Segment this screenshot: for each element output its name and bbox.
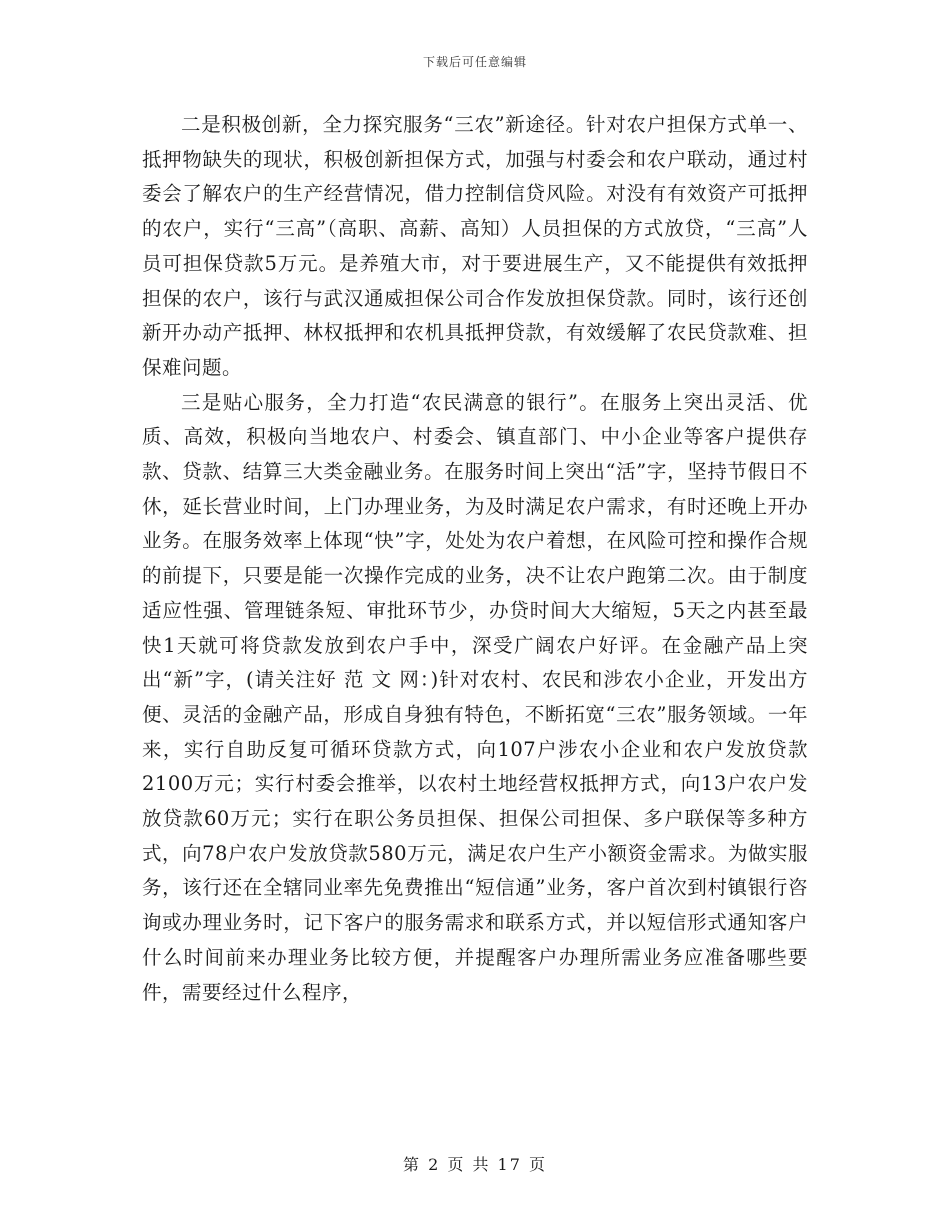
page-header: 下载后可任意编辑 (422, 55, 527, 69)
page-number: 第 2 页 共 17 页 (403, 1155, 547, 1174)
paragraph: 二是积极创新，全力探究服务“三农”新途径。针对农户担保方式单一、抵押物缺失的现状，积极创新担保方式，加强与村委会和农户联动，通过村委会了解农户的生产经营情况，借力控制信贷风险。对没有有效资产可抵押的农户，实行“三高”（高职、高薪、高知）人员担保的方式放贷，“三高”人员可担保贷款5万元。是养殖大市，对于要进展生产，又不能提供有效抵押担保的农户，该行与武汉通威担保公司合作发放担保贷款。同时，该行还创新开办动产抵押、林权抵押和农机具抵押贷款，有效缓解了农民贷款难、担保难问题。 (142, 113, 808, 379)
document-body (142, 108, 808, 1010)
paragraph: 三是贴心服务，全力打造“农民满意的银行”。在服务上突出灵活、优质、高效，积极向当地农户、村委会、镇直部门、中小企业等客户提供存款、贷款、结算三大类金融业务。在服务时间上突出“活”字，坚持节假日不休，延长营业时间，上门办理业务，为及时满足农户需求，有时还晚上开办业务。在服务效率上体现“快”字，处处为农户着想，在风险可控和操作合规的前提下，只要是能一次操作完成的业务，决不让农户跑第二次。由于制度适应性强、管理链条短、审批环节少，办贷时间大大缩短，5天之内甚至最快1天就可将贷款发放到农户手中，深受广阔农户好评。在金融产品上突出“新”字，(请关注好 范 文 网：)针对农村、农民和涉农小企业，开发出方便、灵活的金融产品，形成自身独有特色，不断拓宽“三农”服务领域。一年来，实行自助反复可循环贷款方式，向107户涉农小企业和农户发放贷款2100万元；实行村委会推举，以农村土地经营权抵押方式，向13户农户发放贷款60万元；实行在职公务员担保、担保公司担保、多户联保等多种方式，向78户农户发放贷款580万元，满足农户生产小额资金需求。为做实服务，该行还在全辖同业率先免费推出“短信通”业务，客户首次到村镇银行咨询或办理业务时，记下客户的服务需求和联系方式，并以短信形式通知客户什么时间前来办理业务比较方便，并提醒客户办理所需业务应准备哪些要件，需要经过什么程序， (142, 390, 808, 1004)
